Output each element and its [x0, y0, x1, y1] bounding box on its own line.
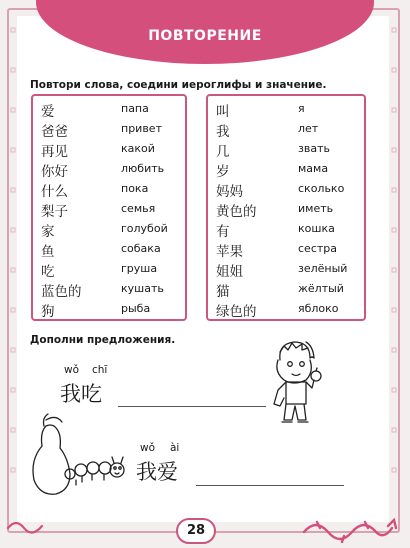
- right_column-russian-9[interactable]: жёлтый: [298, 282, 344, 295]
- dragon-decoration-icon: [300, 508, 400, 544]
- sentence1-hanzi: 我吃: [60, 382, 102, 406]
- right_column-hanzi-1[interactable]: 我: [216, 124, 230, 140]
- exercise1-instruction: Повтори слова, соедини иероглифы и значение.: [30, 79, 327, 91]
- right_column-hanzi-5[interactable]: 黄色的: [216, 204, 257, 220]
- left_column-russian-6[interactable]: голубой: [121, 222, 168, 235]
- right_column-russian-6[interactable]: кошка: [298, 222, 335, 235]
- left_column-russian-0[interactable]: папа: [121, 102, 149, 115]
- right_column-hanzi-10[interactable]: 绿色的: [216, 304, 257, 320]
- left_column-hanzi-5[interactable]: 梨子: [41, 204, 68, 220]
- page-number-badge: [176, 518, 216, 544]
- right_column-russian-5[interactable]: иметь: [298, 202, 334, 215]
- pear-and-caterpillar-illustration: [26, 412, 136, 502]
- left_column-hanzi-1[interactable]: 爸爸: [41, 124, 68, 140]
- left_column-russian-10[interactable]: рыба: [121, 302, 151, 315]
- page-title: ПОВТОРЕНИЕ: [148, 28, 262, 44]
- left-word-box: [31, 94, 187, 321]
- left_column-russian-2[interactable]: какой: [121, 142, 155, 155]
- sentence2-pinyin-2: ài: [170, 442, 180, 454]
- right_column-hanzi-4[interactable]: 妈妈: [216, 184, 243, 200]
- page-number: 28: [186, 523, 206, 538]
- left_column-hanzi-7[interactable]: 鱼: [41, 244, 55, 260]
- right_column-russian-8[interactable]: зелёный: [298, 262, 348, 275]
- sentence2-pinyin-1: wǒ: [140, 442, 156, 454]
- left_column-hanzi-3[interactable]: 你好: [41, 164, 68, 180]
- left_column-russian-9[interactable]: кушать: [121, 282, 164, 295]
- dragon-tail-decoration-icon: [6, 514, 46, 540]
- right_column-russian-1[interactable]: лет: [298, 122, 319, 135]
- left_column-russian-4[interactable]: пока: [121, 182, 149, 195]
- left_column-hanzi-6[interactable]: 家: [41, 224, 55, 240]
- left_column-hanzi-10[interactable]: 狗: [41, 304, 55, 320]
- right_column-hanzi-6[interactable]: 有: [216, 224, 230, 240]
- right-word-box: [206, 94, 366, 321]
- right_column-russian-2[interactable]: звать: [298, 142, 330, 155]
- left_column-russian-8[interactable]: груша: [121, 262, 158, 275]
- right_column-russian-4[interactable]: сколько: [298, 182, 345, 195]
- exercise2-instruction: Дополни предложения.: [30, 334, 176, 346]
- right_column-hanzi-7[interactable]: 苹果: [216, 244, 243, 260]
- right_column-hanzi-0[interactable]: 叫: [216, 104, 230, 120]
- left_column-hanzi-0[interactable]: 爱: [41, 104, 55, 120]
- right_column-hanzi-3[interactable]: 岁: [216, 164, 230, 180]
- right_column-hanzi-8[interactable]: 姐姐: [216, 264, 243, 280]
- left_column-russian-5[interactable]: семья: [121, 202, 156, 215]
- sentence2-answer-line[interactable]: [196, 485, 344, 486]
- left_column-hanzi-9[interactable]: 蓝色的: [41, 284, 82, 300]
- left_column-russian-3[interactable]: любить: [121, 162, 165, 175]
- sentence1-answer-line[interactable]: [118, 406, 266, 407]
- left_column-russian-1[interactable]: привет: [121, 122, 162, 135]
- right_column-russian-3[interactable]: мама: [298, 162, 329, 175]
- left_column-hanzi-8[interactable]: 吃: [41, 264, 55, 280]
- sentence2-hanzi: 我爱: [136, 460, 178, 484]
- title-banner: [36, 0, 374, 66]
- boy-eating-apple-illustration: [264, 338, 332, 426]
- right_column-russian-7[interactable]: сестра: [298, 242, 337, 255]
- sentence1-pinyin-1: wǒ: [64, 364, 80, 376]
- right_column-russian-10[interactable]: яблоко: [298, 302, 339, 315]
- sentence1-pinyin-2: chī: [92, 364, 108, 376]
- right_column-hanzi-2[interactable]: 几: [216, 144, 230, 160]
- right_column-hanzi-9[interactable]: 猫: [216, 284, 230, 300]
- left_column-hanzi-4[interactable]: 什么: [41, 184, 68, 200]
- left_column-russian-7[interactable]: собака: [121, 242, 161, 255]
- right_column-russian-0[interactable]: я: [298, 102, 305, 115]
- left_column-hanzi-2[interactable]: 再见: [41, 144, 68, 160]
